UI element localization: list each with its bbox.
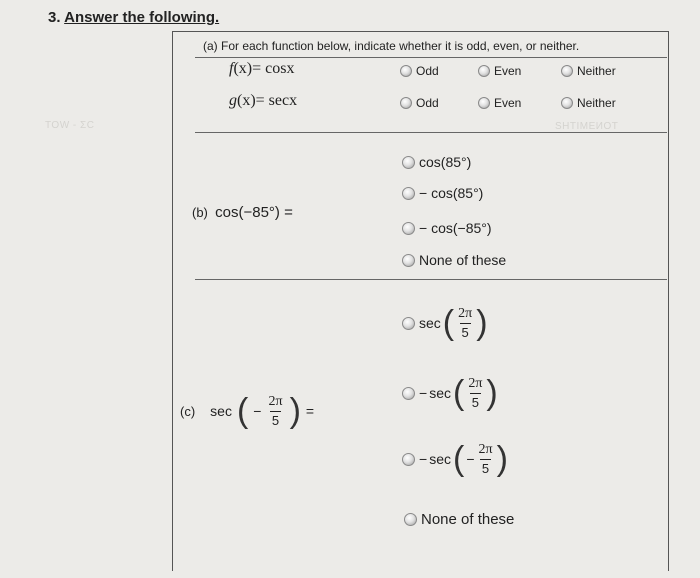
radio-icon[interactable] [402,187,415,200]
part-b-label: (b) [192,205,208,220]
function-g: g(x)= secx [229,92,298,109]
radio-icon[interactable] [402,254,415,267]
part-c-question [180,394,314,428]
part-c-func: sec [210,403,232,419]
bleed-through-text: ΤΟW - ΣС [45,120,95,131]
f-option-even[interactable]: Even [478,64,521,78]
c-option-2[interactable]: − sec ( $\frac{2\pi}{5}$ ) [402,376,498,410]
radio-icon[interactable] [478,97,490,109]
b-option-1[interactable]: cos(85°) [402,154,471,170]
g-option-neither[interactable]: Neither [561,96,616,110]
part-a-divider [195,57,667,58]
part-c-label: (c) [180,403,196,419]
right-paren: ) [289,392,301,430]
f-option-odd[interactable]: Odd [400,64,439,78]
radio-icon[interactable] [400,65,412,77]
radio-icon[interactable] [561,65,573,77]
bleed-through-text-2: SHTIMEИOT [555,121,619,132]
answer-frame [172,31,669,571]
radio-icon[interactable] [402,156,415,169]
radio-icon[interactable] [400,97,412,109]
radio-icon[interactable] [402,317,415,330]
function-f: f(x)= cosx [229,60,295,77]
g-option-odd[interactable]: Odd [400,96,439,110]
b-option-4[interactable]: None of these [402,252,506,268]
g-option-even[interactable]: Even [478,96,521,110]
question-number: 3. [48,9,61,26]
c-option-3[interactable]: − sec ( − $\frac{2\pi}{5}$ ) [402,442,508,476]
b-option-3[interactable]: − cos(−85°) [402,220,492,236]
radio-icon[interactable] [478,65,490,77]
part-b-question [192,204,293,221]
part-c-divider [195,279,667,280]
radio-icon[interactable] [402,222,415,235]
part-c-equals: = [305,403,315,419]
part-a-instruction: (a) For each function below, indicate whether it is odd, even, or neither. [203,39,580,53]
part-b-divider [195,132,667,133]
radio-icon[interactable] [404,513,417,526]
b-option-2[interactable]: − cos(85°) [402,185,483,201]
radio-icon[interactable] [561,97,573,109]
left-paren: ( [236,392,249,430]
part-b-expression: cos(−85°) = [215,204,293,221]
part-c-sign: − [253,403,262,419]
question-prompt: Answer the following. [64,9,220,26]
part-c-fraction: $\frac{2\pi}{5}$ [268,394,283,428]
radio-icon[interactable] [402,453,415,466]
question-title [48,9,219,26]
c-option-1[interactable]: sec ( $\frac{2\pi}{5}$ ) [402,306,488,340]
f-option-neither[interactable]: Neither [561,64,616,78]
c-option-4[interactable]: None of these [404,511,514,528]
radio-icon[interactable] [402,387,415,400]
